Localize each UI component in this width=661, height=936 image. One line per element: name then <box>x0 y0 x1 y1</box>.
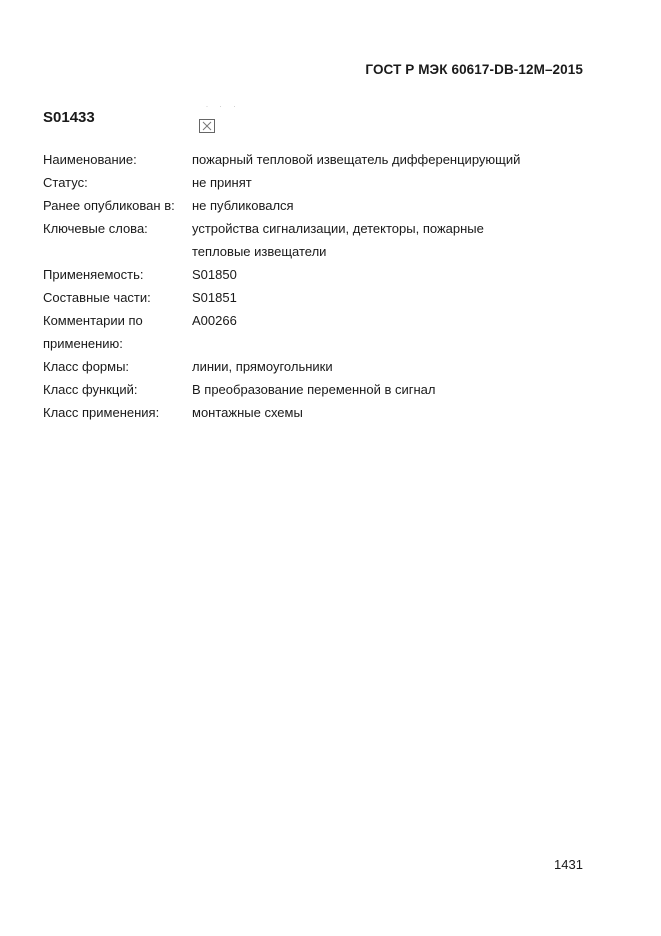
field-value: A00266 <box>192 313 237 328</box>
field-label: Ключевые слова: <box>43 221 148 236</box>
document-header-title: ГОСТ Р МЭК 60617-DB-12M–2015 <box>365 62 583 77</box>
field-row-applicability <box>43 263 603 286</box>
field-row-shape-class <box>43 355 603 378</box>
field-row-application-class <box>43 401 603 424</box>
field-label: Комментарии по <box>43 313 143 328</box>
field-row-name <box>43 148 603 171</box>
field-label: Применяемость: <box>43 267 144 282</box>
field-value: S01850 <box>192 267 237 282</box>
field-row-keywords <box>43 217 603 240</box>
field-label: Класс применения: <box>43 405 160 420</box>
field-value: В преобразование переменной в сигнал <box>192 382 436 397</box>
field-value: тепловые извещатели <box>192 244 327 259</box>
field-value: устройства сигнализации, детекторы, пожарные <box>192 221 484 236</box>
page-number: 1431 <box>554 857 583 872</box>
field-row-previously-published <box>43 194 603 217</box>
broken-image-icon <box>199 119 215 133</box>
field-label: Класс функций: <box>43 382 138 397</box>
field-row-function-class <box>43 378 603 401</box>
field-row-keywords-cont <box>43 240 603 263</box>
field-label: Ранее опубликован в: <box>43 198 175 213</box>
field-row-application-notes <box>43 309 603 332</box>
field-label: применению: <box>43 336 123 351</box>
symbol-dots: · · · <box>206 104 241 110</box>
field-row-components <box>43 286 603 309</box>
symbol-id: S01433 <box>43 109 95 126</box>
field-label <box>43 240 192 263</box>
field-value: не публиковался <box>192 198 294 213</box>
field-label: Класс формы: <box>43 359 130 374</box>
field-value: линии, прямоугольники <box>192 359 333 374</box>
field-value: S01851 <box>192 290 237 305</box>
symbol-attributes <box>43 148 603 424</box>
field-value: пожарный тепловой извещатель дифференцирующий <box>192 152 521 167</box>
field-value <box>192 332 603 355</box>
field-label: Составные части: <box>43 290 151 305</box>
field-label: Наименование: <box>43 152 137 167</box>
field-value: монтажные схемы <box>192 405 303 420</box>
field-label: Статус: <box>43 175 88 190</box>
field-row-status <box>43 171 603 194</box>
field-row-application-notes-cont <box>43 332 603 355</box>
field-value: не принят <box>192 175 252 190</box>
